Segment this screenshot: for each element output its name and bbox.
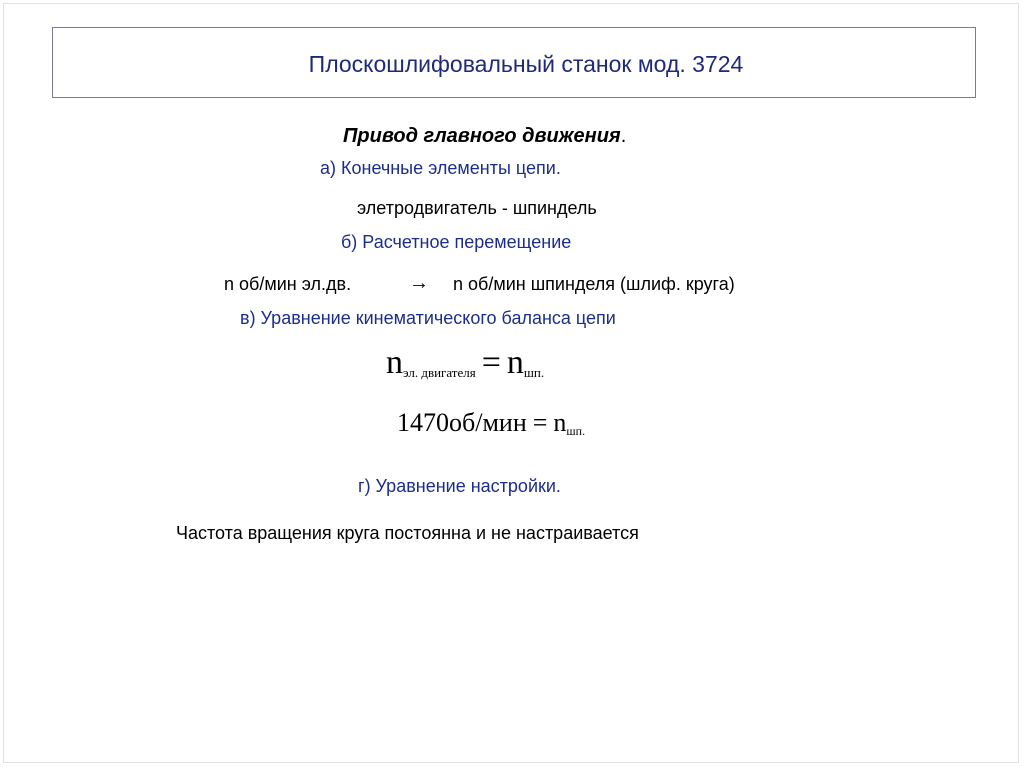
section-b-label: б) Расчетное перемещение bbox=[341, 232, 572, 252]
formula2-rhs-main: n bbox=[553, 408, 567, 437]
formula1-equals: = bbox=[481, 344, 501, 381]
chain-elements-text: элетродвигатель - шпиндель bbox=[357, 198, 597, 218]
movement-right: n об/мин шпинделя (шлиф. круга) bbox=[453, 274, 735, 294]
section-heading bbox=[343, 126, 626, 146]
slide-frame bbox=[3, 3, 1019, 763]
formula1-rhs-sub: шп. bbox=[523, 365, 545, 380]
formula2-equals: = bbox=[532, 408, 548, 437]
section-heading-text: Привод главного движения bbox=[343, 125, 621, 147]
formula1-lhs-main: n bbox=[386, 344, 403, 381]
section-g-label: г) Уравнение настройки. bbox=[358, 476, 561, 496]
conclusion-text: Частота вращения круга постоянна и не настраивается bbox=[176, 523, 639, 543]
section-a-label: а) Конечные элементы цепи. bbox=[320, 158, 561, 178]
movement-left: n об/мин эл.дв. bbox=[224, 274, 352, 294]
section-heading-dot: . bbox=[620, 125, 627, 147]
arrow-icon: → bbox=[409, 272, 429, 294]
slide-title: Плоскошлифовальный станок мод. 3724 bbox=[308, 51, 744, 77]
formula1-rhs-main: n bbox=[506, 344, 524, 381]
title-box bbox=[52, 27, 976, 98]
formula2-lhs: 1470об/мин bbox=[397, 408, 527, 437]
formula2-rhs-sub: шп. bbox=[566, 424, 586, 438]
section-v-label: в) Уравнение кинематического баланса цепи bbox=[240, 308, 616, 328]
formula-kinematic-balance bbox=[386, 346, 544, 380]
formula-speed-value bbox=[397, 410, 585, 437]
formula1-lhs-sub: эл. двигателя bbox=[403, 365, 476, 380]
